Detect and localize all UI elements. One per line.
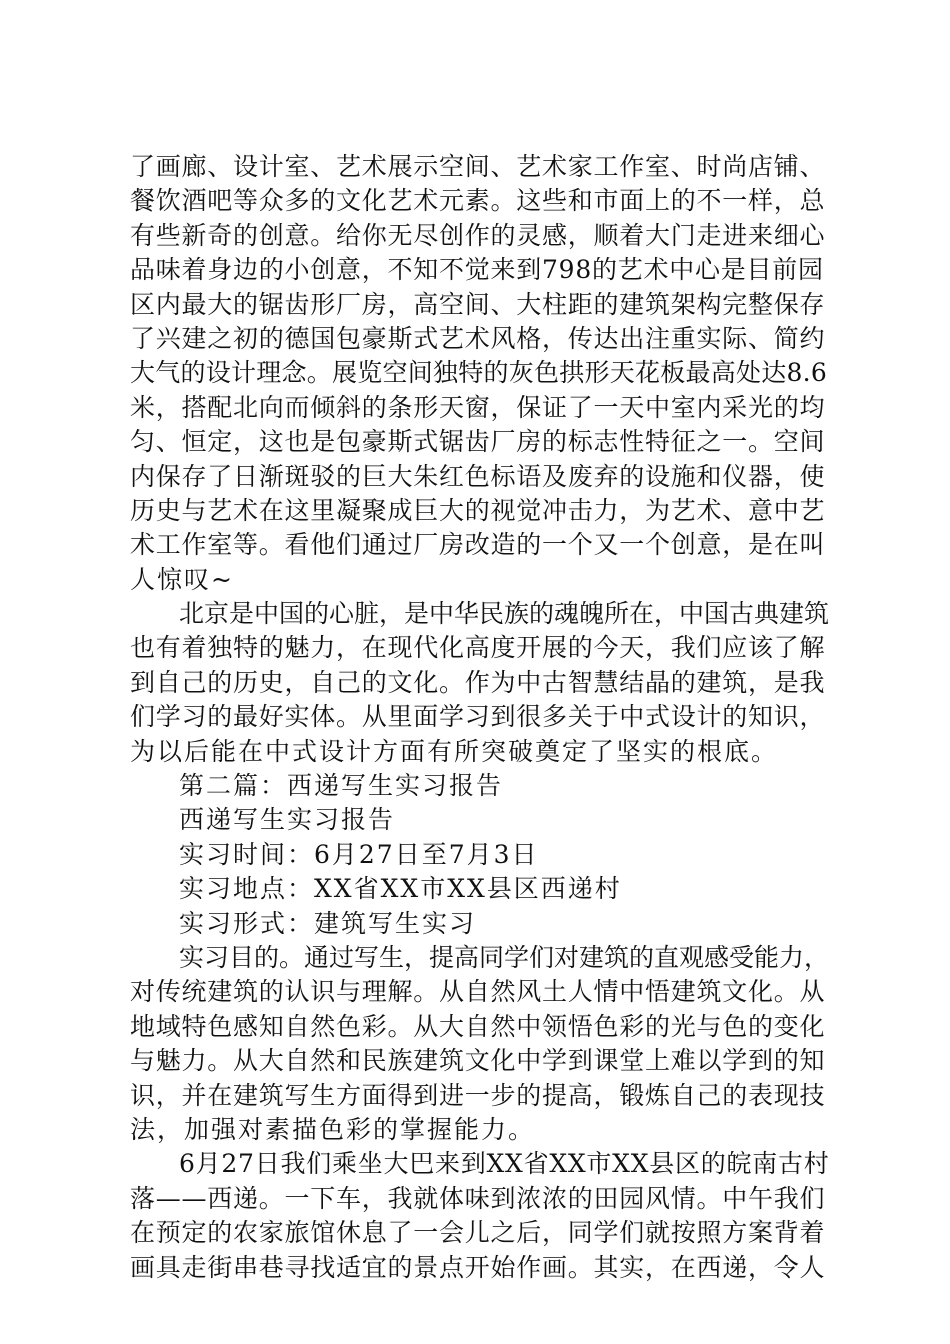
paragraph-first-line: 6月27日我们乘坐大巴来到XX省XX市XX县区的皖南古村: [179, 1149, 830, 1179]
text-line: 米，搭配北向而倾斜的条形天窗，保证了一天中室内采光的均: [130, 392, 826, 422]
text-line: 画具走街串巷寻找适宜的景点开始作画。其实，在西递，令人: [130, 1252, 826, 1282]
text-line: 大气的设计理念。展览空间独特的灰色拱形天花板最高处达8.6: [130, 358, 828, 388]
text-line: 识，并在建筑写生方面得到进一步的提高，锻炼自己的表现技: [130, 1080, 826, 1110]
text-line: 对传统建筑的认识与理解。从自然风土人情中悟建筑文化。从: [130, 977, 826, 1007]
text-line: 在预定的农家旅馆休息了一会儿之后，同学们就按照方案背着: [130, 1218, 826, 1248]
text-line: 为以后能在中式设计方面有所突破奠定了坚实的根底。: [130, 736, 779, 766]
text-line: 与魅力。从大自然和民族建筑文化中学到课堂上难以学到的知: [130, 1046, 826, 1076]
text-line: 历史与艺术在这里凝聚成巨大的视觉冲击力，为艺术、意中艺: [130, 495, 826, 525]
text-line: 内保存了日渐斑驳的巨大朱红色标语及废弃的设施和仪器，使: [130, 461, 826, 491]
text-line: 了兴建之初的德国包豪斯式艺术风格，传达出注重实际、简约: [130, 323, 826, 353]
paragraph-first-line: 实习时间：6月27日至7月3日: [179, 839, 539, 869]
text-line: 了画廊、设计室、艺术展示空间、艺术家工作室、时尚店铺、: [130, 152, 826, 181]
text-line: 匀、恒定，这也是包豪斯式锯齿厂房的标志性特征之一。空间: [130, 427, 826, 457]
text-line: 们学习的最好实体。从里面学习到很多关于中式设计的知识，: [130, 702, 826, 732]
text-line: 法，加强对素描色彩的掌握能力。: [130, 1114, 536, 1144]
text-line: 地域特色感知自然色彩。从大自然中领悟色彩的光与色的变化: [130, 1011, 826, 1041]
text-line: 人惊叹~: [130, 564, 234, 594]
paragraph-first-line: 西递写生实习报告: [179, 805, 396, 835]
text-line: 落——西递。一下车，我就体味到浓浓的田园风情。中午我们: [130, 1183, 826, 1213]
document-body: [130, 150, 830, 1285]
paragraph-first-line: 第二篇：西递写生实习报告: [179, 771, 504, 801]
text-line: 有些新奇的创意。给你无尽创作的灵感，顺着大门走进来细心: [130, 220, 826, 250]
text-line: 到自己的历史，自己的文化。作为中古智慧结晶的建筑，是我: [130, 667, 826, 697]
paragraph-first-line: 北京是中国的心脏，是中华民族的魂魄所在，中国古典建筑: [179, 599, 830, 629]
text-line: 术工作室等。看他们通过厂房改造的一个又一个创意，是在叫: [130, 530, 826, 560]
paragraph-first-line: 实习地点：XX省XX市XX县区西递村: [179, 874, 622, 904]
paragraph-first-line: 实习形式：建筑写生实习: [179, 908, 477, 938]
text-line: 餐饮酒吧等众多的文化艺术元素。这些和市面上的不一样，总: [130, 186, 826, 216]
text-line: 区内最大的锯齿形厂房，高空间、大柱距的建筑架构完整保存: [130, 289, 826, 319]
text-line: 品味着身边的小创意，不知不觉来到798的艺术中心是目前园: [130, 255, 824, 285]
paragraph-first-line: 实习目的。通过写生，提高同学们对建筑的直观感受能力，: [179, 942, 830, 972]
text-line: 也有着独特的魅力，在现代化高度开展的今天，我们应该了解: [130, 633, 826, 663]
